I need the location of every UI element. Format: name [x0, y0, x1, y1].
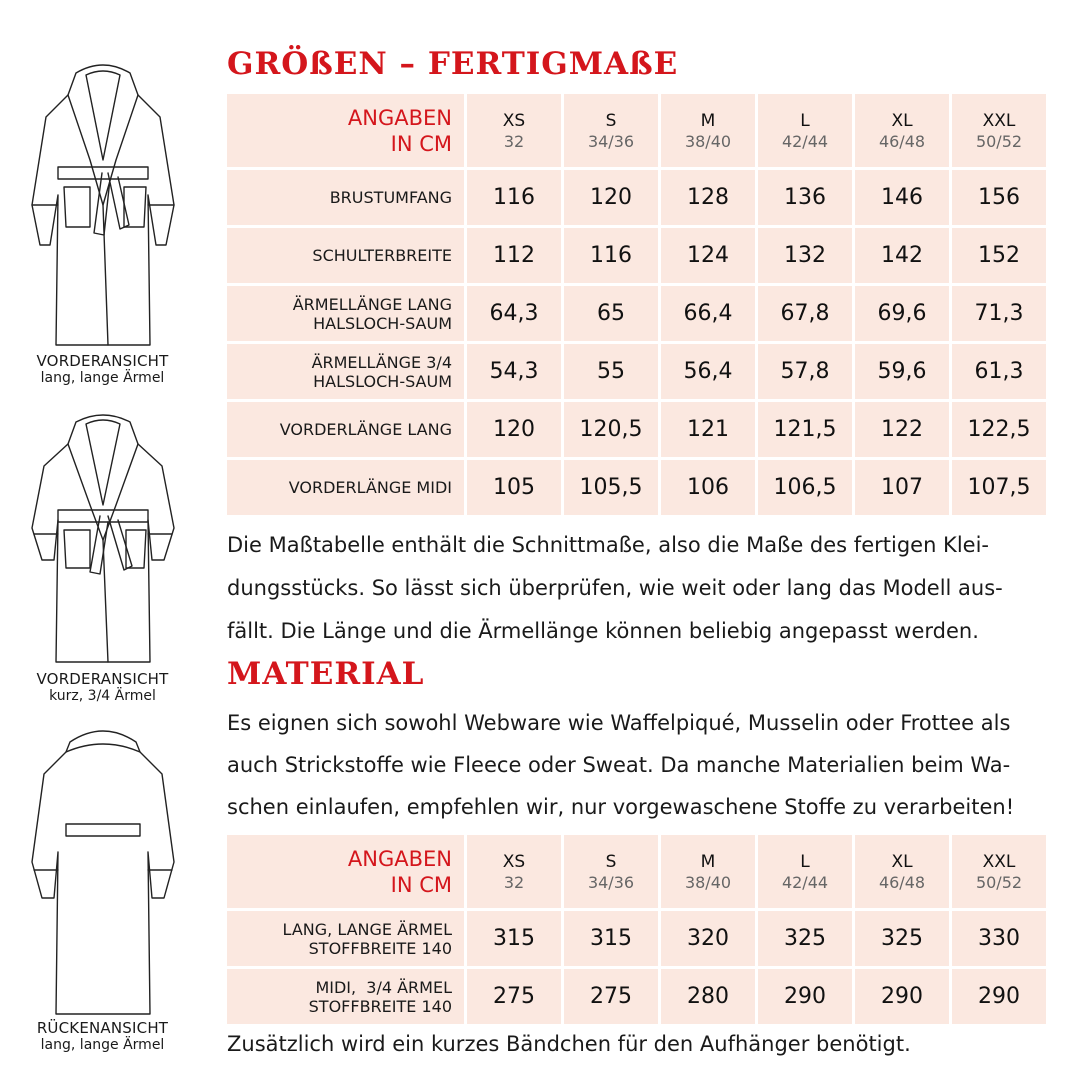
table-cell: 290 [855, 969, 949, 1024]
front-view-long-figure [0, 55, 205, 386]
size-number: 32 [503, 131, 525, 151]
size-label: XL [891, 110, 913, 131]
table-corner [227, 835, 464, 908]
row-label-line-1: VORDERLÄNGE LANG [279, 420, 452, 439]
table-cell: 280 [661, 969, 755, 1024]
row-label-line-2: STOFFBREITE 140 [308, 996, 452, 1016]
size-header [467, 94, 561, 167]
row-label-line-1: BRUSTUMFANG [329, 188, 452, 207]
table-cell: 320 [661, 911, 755, 966]
table-cell: 106 [661, 460, 755, 515]
size-header [855, 94, 949, 167]
front-view-short-figure [0, 410, 205, 704]
size-number: 32 [503, 872, 525, 892]
corner-line-2: IN CM [390, 131, 452, 156]
size-label: L [800, 851, 810, 872]
size-label: S [605, 110, 617, 131]
row-label-line-1: LANG, LANGE ÄRMEL [282, 919, 452, 939]
size-label: XXL [982, 851, 1016, 872]
size-header [467, 835, 561, 908]
size-header [855, 835, 949, 908]
row-label-line-1: ÄRMELLÄNGE 3/4 [311, 352, 452, 372]
table-cell: 124 [661, 228, 755, 283]
row-label [227, 228, 464, 283]
table-cell: 105 [467, 460, 561, 515]
table-row [227, 170, 1046, 225]
table-cell: 275 [467, 969, 561, 1024]
sizes-table [224, 91, 1049, 518]
table-cell: 152 [952, 228, 1046, 283]
row-label [227, 969, 464, 1024]
size-label: M [700, 851, 716, 872]
table-row [227, 344, 1046, 399]
size-header [758, 94, 852, 167]
view-title: VORDERANSICHT [36, 670, 169, 688]
table-cell: 107,5 [952, 460, 1046, 515]
size-number: 34/36 [587, 872, 635, 892]
size-number: 46/48 [878, 131, 926, 151]
robe-back-drawing [28, 722, 178, 1017]
table-cell: 54,3 [467, 344, 561, 399]
table-cell: 55 [564, 344, 658, 399]
size-number: 38/40 [684, 872, 732, 892]
text-line: fällt. Die Länge und die Ärmellänge können beliebig angepasst werden. [227, 619, 979, 643]
size-header [564, 94, 658, 167]
size-number: 50/52 [975, 131, 1023, 151]
table-row [227, 460, 1046, 515]
table-cell: 146 [855, 170, 949, 225]
robe-front-long-drawing [28, 55, 178, 350]
back-view-figure [0, 722, 205, 1053]
row-label-line-1: VORDERLÄNGE MIDI [288, 478, 452, 497]
table-cell: 325 [855, 911, 949, 966]
size-header [661, 835, 755, 908]
size-label: XL [891, 851, 913, 872]
table-corner [227, 94, 464, 167]
size-label: M [700, 110, 716, 131]
size-label: XXL [982, 110, 1016, 131]
table-cell: 59,6 [855, 344, 949, 399]
table-row [227, 402, 1046, 457]
table-cell: 71,3 [952, 286, 1046, 341]
table-cell: 290 [758, 969, 852, 1024]
size-number: 42/44 [781, 131, 829, 151]
text-line: Es eignen sich sowohl Webware wie Waffelpiqué, Musselin oder Frottee als [227, 711, 1011, 735]
size-label: XS [502, 110, 526, 131]
table-cell: 121 [661, 402, 755, 457]
table-cell: 106,5 [758, 460, 852, 515]
row-label-line-1: ÄRMELLÄNGE LANG [292, 294, 452, 314]
material-heading: MATERIAL [227, 656, 425, 692]
table-cell: 128 [661, 170, 755, 225]
table-cell: 64,3 [467, 286, 561, 341]
table-cell: 105,5 [564, 460, 658, 515]
table-cell: 315 [564, 911, 658, 966]
corner-line-1: ANGABEN [347, 846, 452, 871]
size-header [564, 835, 658, 908]
table-cell: 275 [564, 969, 658, 1024]
text-line: auch Strickstoffe wie Fleece oder Sweat. Da manche Materialien beim Wa- [227, 753, 1011, 777]
table-cell: 330 [952, 911, 1046, 966]
view-subtitle: kurz, 3/4 Ärmel [49, 688, 156, 704]
table-cell: 65 [564, 286, 658, 341]
size-number: 50/52 [975, 872, 1023, 892]
view-subtitle: lang, lange Ärmel [40, 370, 165, 386]
table-cell: 57,8 [758, 344, 852, 399]
row-label [227, 286, 464, 341]
row-label-line-1: MIDI, 3/4 ÄRMEL [315, 977, 452, 997]
table-cell: 122,5 [952, 402, 1046, 457]
table-row [227, 911, 1046, 966]
row-label-line-1: SCHULTERBREITE [312, 246, 452, 265]
table-cell: 315 [467, 911, 561, 966]
row-label-line-2: HALSLOCH-SAUM [313, 371, 452, 391]
row-label [227, 402, 464, 457]
text-line: Die Maßtabelle enthält die Schnittmaße, also die Maße des fertigen Klei- [227, 533, 989, 557]
size-label: L [800, 110, 810, 131]
sizes-heading: GRÖßEN – FERTIGMAßE [227, 46, 679, 82]
size-number: 34/36 [587, 131, 635, 151]
table-cell: 325 [758, 911, 852, 966]
row-label [227, 460, 464, 515]
table-cell: 107 [855, 460, 949, 515]
table-row [227, 969, 1046, 1024]
footer-note: Zusätzlich wird ein kurzes Bändchen für den Aufhänger benötigt. [227, 1032, 911, 1056]
size-header [758, 835, 852, 908]
table-row [227, 286, 1046, 341]
row-label-line-2: HALSLOCH-SAUM [313, 313, 452, 333]
view-subtitle: lang, lange Ärmel [40, 1037, 165, 1053]
table-cell: 112 [467, 228, 561, 283]
material-description [227, 702, 1062, 828]
row-label [227, 344, 464, 399]
table-cell: 156 [952, 170, 1046, 225]
table-cell: 136 [758, 170, 852, 225]
table-cell: 116 [467, 170, 561, 225]
table-cell: 67,8 [758, 286, 852, 341]
size-number: 42/44 [781, 872, 829, 892]
size-header [952, 94, 1046, 167]
view-title: RÜCKENANSICHT [36, 1019, 169, 1037]
size-label: S [605, 851, 617, 872]
size-number: 38/40 [684, 131, 732, 151]
row-label-line-2: STOFFBREITE 140 [308, 938, 452, 958]
material-table [224, 832, 1049, 1027]
size-header [661, 94, 755, 167]
table-cell: 116 [564, 228, 658, 283]
table-cell: 120,5 [564, 402, 658, 457]
corner-line-1: ANGABEN [347, 105, 452, 130]
size-number: 46/48 [878, 872, 926, 892]
table-cell: 290 [952, 969, 1046, 1024]
table-cell: 122 [855, 402, 949, 457]
text-line: dungsstücks. So lässt sich überprüfen, wie weit oder lang das Modell aus- [227, 576, 1003, 600]
table-cell: 69,6 [855, 286, 949, 341]
size-label: XS [502, 851, 526, 872]
table-cell: 66,4 [661, 286, 755, 341]
size-header [952, 835, 1046, 908]
view-title: VORDERANSICHT [36, 352, 169, 370]
sizes-description [227, 524, 1062, 653]
table-cell: 142 [855, 228, 949, 283]
table-cell: 56,4 [661, 344, 755, 399]
row-label [227, 911, 464, 966]
corner-line-2: IN CM [390, 872, 452, 897]
row-label [227, 170, 464, 225]
table-cell: 61,3 [952, 344, 1046, 399]
robe-front-short-drawing [28, 410, 178, 668]
table-cell: 121,5 [758, 402, 852, 457]
table-row [227, 228, 1046, 283]
text-line: schen einlaufen, empfehlen wir, nur vorgewaschene Stoffe zu verarbeiten! [227, 795, 1015, 819]
table-cell: 120 [467, 402, 561, 457]
table-cell: 132 [758, 228, 852, 283]
table-cell: 120 [564, 170, 658, 225]
